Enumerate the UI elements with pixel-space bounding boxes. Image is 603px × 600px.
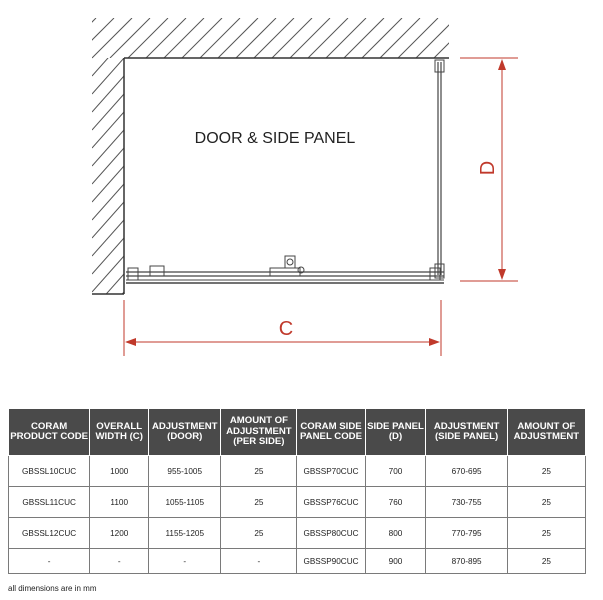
table-cell: 1100 — [90, 487, 149, 518]
table-cell: 900 — [365, 549, 426, 574]
header-amount-adjustment: AMOUNT OF ADJUSTMENT — [507, 409, 585, 456]
table-cell: GBSSL11CUC — [9, 487, 90, 518]
table-cell: 955-1005 — [149, 456, 221, 487]
table-cell: 670-695 — [426, 456, 507, 487]
table-row — [9, 487, 586, 518]
depth-dimension-label: D — [477, 160, 499, 176]
header-adjustment-side-panel: ADJUSTMENT (SIDE PANEL) — [426, 409, 507, 456]
table-cell: 760 — [365, 487, 426, 518]
side-panel — [435, 60, 444, 278]
footnote: all dimensions are in mm — [8, 584, 97, 593]
table-cell: - — [9, 549, 90, 574]
specification-table — [8, 408, 586, 574]
table-cell: 25 — [221, 456, 297, 487]
table-cell: 25 — [507, 456, 585, 487]
sliding-door — [126, 256, 444, 283]
table-cell: GBSSP76CUC — [297, 487, 365, 518]
table-cell: GBSSP80CUC — [297, 518, 365, 549]
table-cell: 25 — [221, 487, 297, 518]
table-cell: - — [149, 549, 221, 574]
table-header-row — [9, 409, 586, 456]
table-row — [9, 518, 586, 549]
back-wall-hatch — [56, 18, 510, 58]
table-cell: 25 — [507, 549, 585, 574]
header-adjustment-door: ADJUSTMENT (DOOR) — [149, 409, 221, 456]
table-cell: 1055-1105 — [149, 487, 221, 518]
table-row — [9, 549, 586, 574]
table-cell: - — [221, 549, 297, 574]
table-row — [9, 456, 586, 487]
header-product-code: CORAM PRODUCT CODE — [9, 409, 90, 456]
table-cell: 25 — [507, 487, 585, 518]
header-side-panel-code: CORAM SIDE PANEL CODE — [297, 409, 365, 456]
table-cell: 800 — [365, 518, 426, 549]
table-cell: 1000 — [90, 456, 149, 487]
table-cell: 1155-1205 — [149, 518, 221, 549]
table-cell: - — [90, 549, 149, 574]
table-cell: 25 — [507, 518, 585, 549]
table-cell: 870-895 — [426, 549, 507, 574]
header-amount-per-side: AMOUNT OF ADJUSTMENT (PER SIDE) — [221, 409, 297, 456]
table-cell: 730-755 — [426, 487, 507, 518]
diagram-title: DOOR & SIDE PANEL — [194, 130, 356, 147]
table-cell: GBSSL10CUC — [9, 456, 90, 487]
width-dimension-label: C — [278, 318, 294, 340]
table-cell: 770-795 — [426, 518, 507, 549]
table-cell: GBSSL12CUC — [9, 518, 90, 549]
left-wall-hatch — [92, 22, 124, 328]
table-cell: GBSSP90CUC — [297, 549, 365, 574]
table-cell: 25 — [221, 518, 297, 549]
table-cell: 1200 — [90, 518, 149, 549]
header-side-panel: SIDE PANEL (D) — [365, 409, 426, 456]
header-overall-width: OVERALL WIDTH (C) — [90, 409, 149, 456]
table-cell: GBSSP70CUC — [297, 456, 365, 487]
table-cell: 700 — [365, 456, 426, 487]
